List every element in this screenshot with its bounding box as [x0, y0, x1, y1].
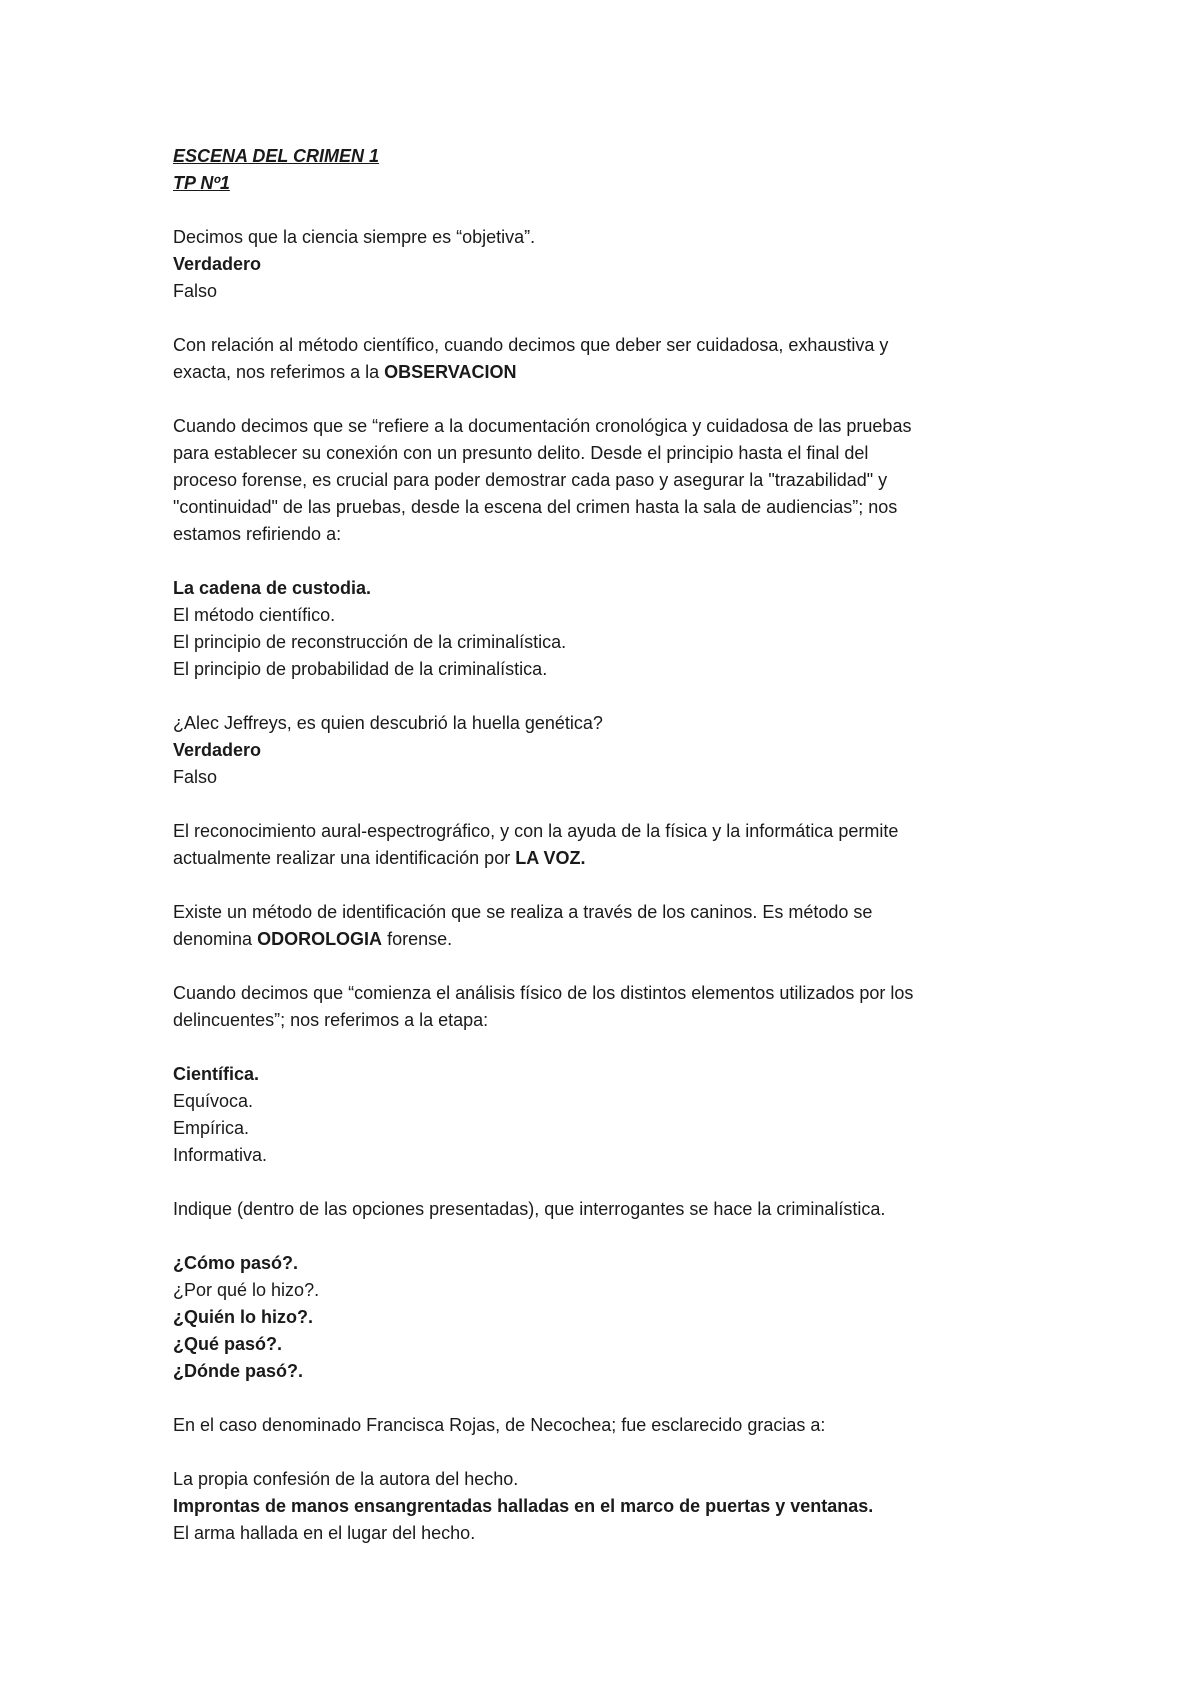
question-9-option-1: La propia confesión de la autora del hecho.	[173, 1469, 519, 1489]
question-7-option-1: Científica.	[173, 1064, 260, 1084]
question-4-text: ¿Alec Jeffreys, es quien descubrió la huella genética?	[173, 713, 603, 733]
question-5-line-2-text: actualmente realizar una identificación por	[173, 848, 516, 868]
question-2-line-2	[173, 359, 1033, 386]
spacer	[173, 1385, 1033, 1412]
question-7-line-1: Cuando decimos que “comienza el análisis físico de los distintos elementos utilizados por los	[173, 983, 914, 1003]
question-7-option-3: Empírica.	[173, 1118, 250, 1138]
question-3-line-3: proceso forense, es crucial para poder demostrar cada paso y asegurar la "trazabilidad" y	[173, 470, 888, 490]
question-1-text: Decimos que la ciencia siempre es “objetiva”.	[173, 227, 536, 247]
question-3-line-4: "continuidad" de las pruebas, desde la escena del crimen hasta la sala de audiencias”; nos	[173, 497, 898, 517]
spacer	[173, 791, 1033, 818]
question-8-option-3: ¿Quién lo hizo?.	[173, 1307, 313, 1327]
spacer	[173, 872, 1033, 899]
spacer	[173, 305, 1033, 332]
question-5-line-1: El reconocimiento aural-espectrográfico, y con la ayuda de la física y la informática permite	[173, 821, 899, 841]
question-3-line-2: para establecer su conexión con un presunto delito. Desde el principio hasta el final del	[173, 443, 869, 463]
question-9-text: En el caso denominado Francisca Rojas, de Necochea; fue esclarecido gracias a:	[173, 1415, 826, 1435]
spacer	[173, 1034, 1033, 1061]
question-6-line-2-suffix: forense.	[382, 929, 453, 949]
spacer	[173, 386, 1033, 413]
question-3-line-5: estamos refiriendo a:	[173, 524, 342, 544]
spacer	[173, 953, 1033, 980]
question-4-option-1: Verdadero	[173, 740, 262, 760]
question-8-option-1: ¿Cómo pasó?.	[173, 1253, 298, 1273]
question-1-option-2: Falso	[173, 281, 218, 301]
question-1-option-1: Verdadero	[173, 254, 262, 274]
question-9-option-2: Improntas de manos ensangrentadas halladas en el marco de puertas y ventanas.	[173, 1496, 874, 1516]
spacer	[173, 1223, 1033, 1250]
question-8-option-2: ¿Por qué lo hizo?.	[173, 1280, 320, 1300]
question-3-line-1: Cuando decimos que se “refiere a la documentación cronológica y cuidadosa de las pruebas	[173, 416, 912, 436]
document-title: ESCENA DEL CRIMEN 1	[173, 146, 380, 166]
question-5-answer: LA VOZ.	[515, 848, 586, 868]
spacer	[173, 1439, 1033, 1466]
question-9-option-3: El arma hallada en el lugar del hecho.	[173, 1523, 476, 1543]
question-2-line-1: Con relación al método científico, cuando decimos que deber ser cuidadosa, exhaustiva y	[173, 335, 889, 355]
question-3-option-4: El principio de probabilidad de la criminalística.	[173, 659, 548, 679]
question-8-option-5: ¿Dónde pasó?.	[173, 1361, 303, 1381]
question-8-text: Indique (dentro de las opciones presentadas), que interrogantes se hace la criminalística.	[173, 1199, 886, 1219]
spacer	[173, 548, 1033, 575]
spacer	[173, 197, 1033, 224]
document-subtitle: TP Nº1	[173, 173, 230, 193]
question-8-option-4: ¿Qué pasó?.	[173, 1334, 283, 1354]
question-6-line-1: Existe un método de identificación que se realiza a través de los caninos. Es método se	[173, 902, 873, 922]
question-2-line-2-text: exacta, nos referimos a la	[173, 362, 385, 382]
question-7-option-2: Equívoca.	[173, 1091, 254, 1111]
question-6-answer: ODOROLOGIA	[257, 929, 383, 949]
question-6-line-2	[173, 926, 1033, 953]
question-7-line-2: delincuentes”; nos referimos a la etapa:	[173, 1010, 489, 1030]
question-4-option-2: Falso	[173, 767, 218, 787]
spacer	[173, 683, 1033, 710]
spacer	[173, 1169, 1033, 1196]
question-6-line-2-text: denomina	[173, 929, 258, 949]
question-3-option-3: El principio de reconstrucción de la criminalística.	[173, 632, 567, 652]
question-7-option-4: Informativa.	[173, 1145, 268, 1165]
question-3-option-1: La cadena de custodia.	[173, 578, 372, 598]
question-2-answer: OBSERVACION	[384, 362, 517, 382]
question-3-option-2: El método científico.	[173, 605, 336, 625]
question-5-line-2	[173, 845, 1033, 872]
document-page	[173, 143, 1033, 1547]
